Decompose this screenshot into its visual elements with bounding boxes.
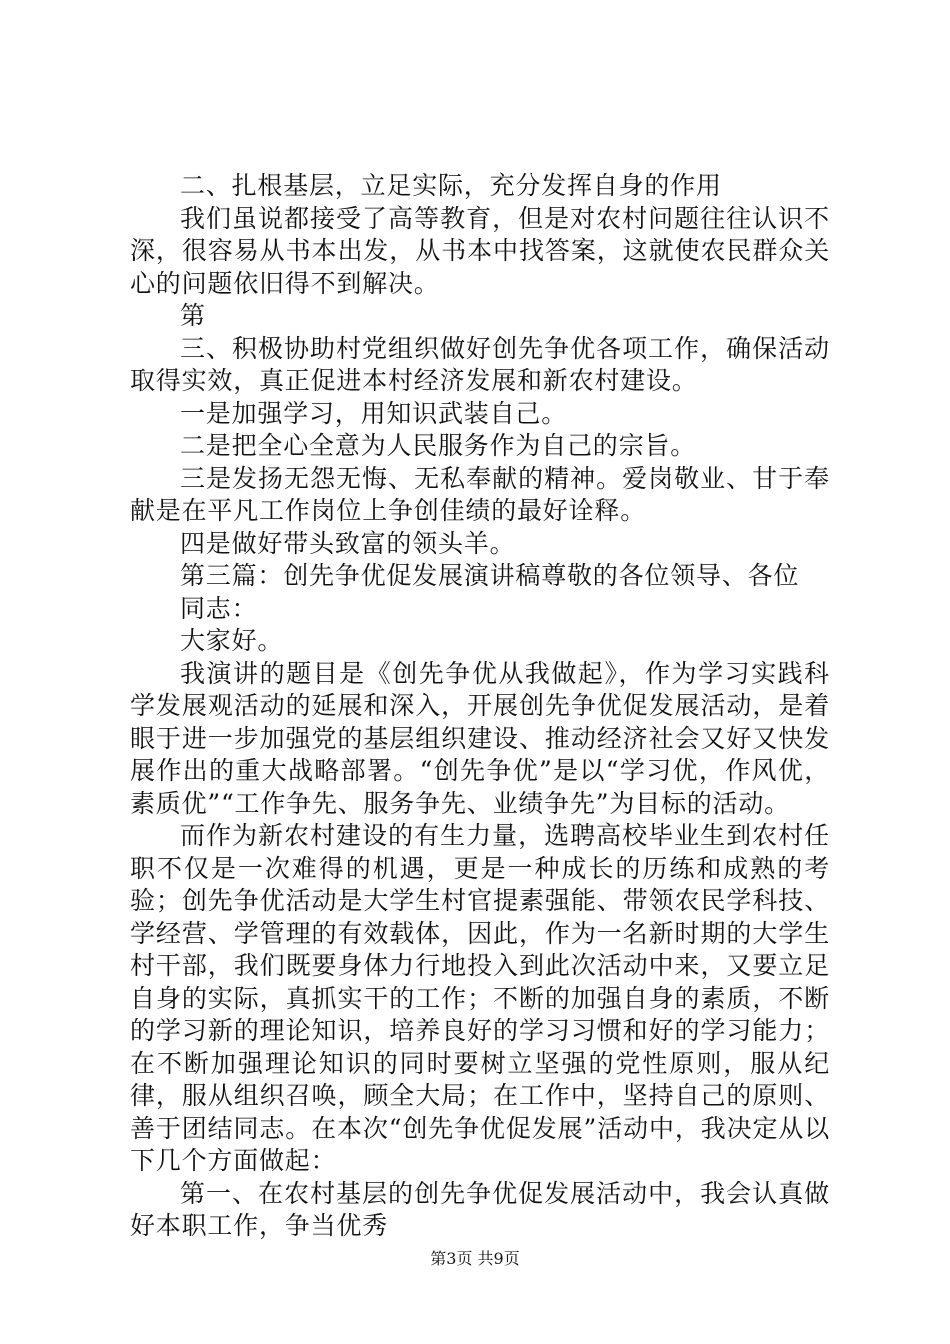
paragraph-8: 四是做好带头致富的领头羊。 [180, 528, 516, 558]
paragraph-10: 同志： [180, 593, 258, 623]
paragraph-2: 我们虽说都接受了高等教育，但是对农村问题往往认识不深，很容易从书本出发，从书本中找答案，这就使农民群众关心的问题依旧得不到解决。 [130, 203, 830, 298]
paragraph-6: 二是把全心全意为人民服务作为自己的宗旨。 [180, 431, 697, 460]
section-heading: 第三篇：创先争优促发展演讲稿尊敬的各位领导、各位 [180, 561, 800, 590]
paragraph-14: 第一、在农村基层的创先争优促发展活动中，我会认真做好本职工作，争当优秀 [130, 1178, 830, 1240]
paragraph-11: 大家好。 [180, 626, 284, 655]
paragraph-3: 第 [180, 301, 206, 330]
paragraph-7: 三是发扬无怨无悔、无私奉献的精神。爱岗敬业、甘于奉献是在平凡工作岗位上争创佳绩的最好诠释。 [130, 463, 830, 525]
page-number-footer: 第3页 共9页 [430, 1249, 520, 1268]
paragraph-5: 一是加强学习，用知识武装自己。 [180, 398, 568, 428]
paragraph-12: 我演讲的题目是《创先争优从我做起》，作为学习实践科学发展观活动的延展和深入，开展创先争优促发展活动，是着眼于进一步加强党的基层组织建设、推动经济社会又好又快发展作出的重大战略部署。“创先争优”是以“学习优，作风优，素质优”“工作争先、服务争先、业绩争先”为目标的活动。 [130, 658, 830, 818]
paragraph-1: 二、扎根基层，立足实际，充分发挥自身的作用 [180, 171, 722, 200]
body-text [130, 170, 830, 1243]
paragraph-4: 三、积极协助村党组织做好创先争优各项工作，确保活动取得实效，真正促进本村经济发展和新农村建设。 [130, 333, 830, 395]
paragraph-13: 而作为新农村建设的有生力量，选聘高校毕业生到农村任职不仅是一次难得的机遇，更是一种成长的历练和成熟的考验；创先争优活动是大学生村官提素强能、带领农民学科技、学经营、学管理的有效载体，因此，作为一名新时期的大学生村干部，我们既要身体力行地投入到此次活动中来，又要立足自身的实际，真抓实干的工作；不断的加强自身的素质，不断的学习新的理论知识，培养良好的学习习惯和好的学习能力；在不断加强理论知识的同时要树立坚强的党性原则，服从纪律，服从组织召唤，顾全大局；在工作中，坚持自己的原则、善于团结同志。在本次“创先争优促发展”活动中，我决定从以下几个方面做起： [130, 821, 830, 1175]
